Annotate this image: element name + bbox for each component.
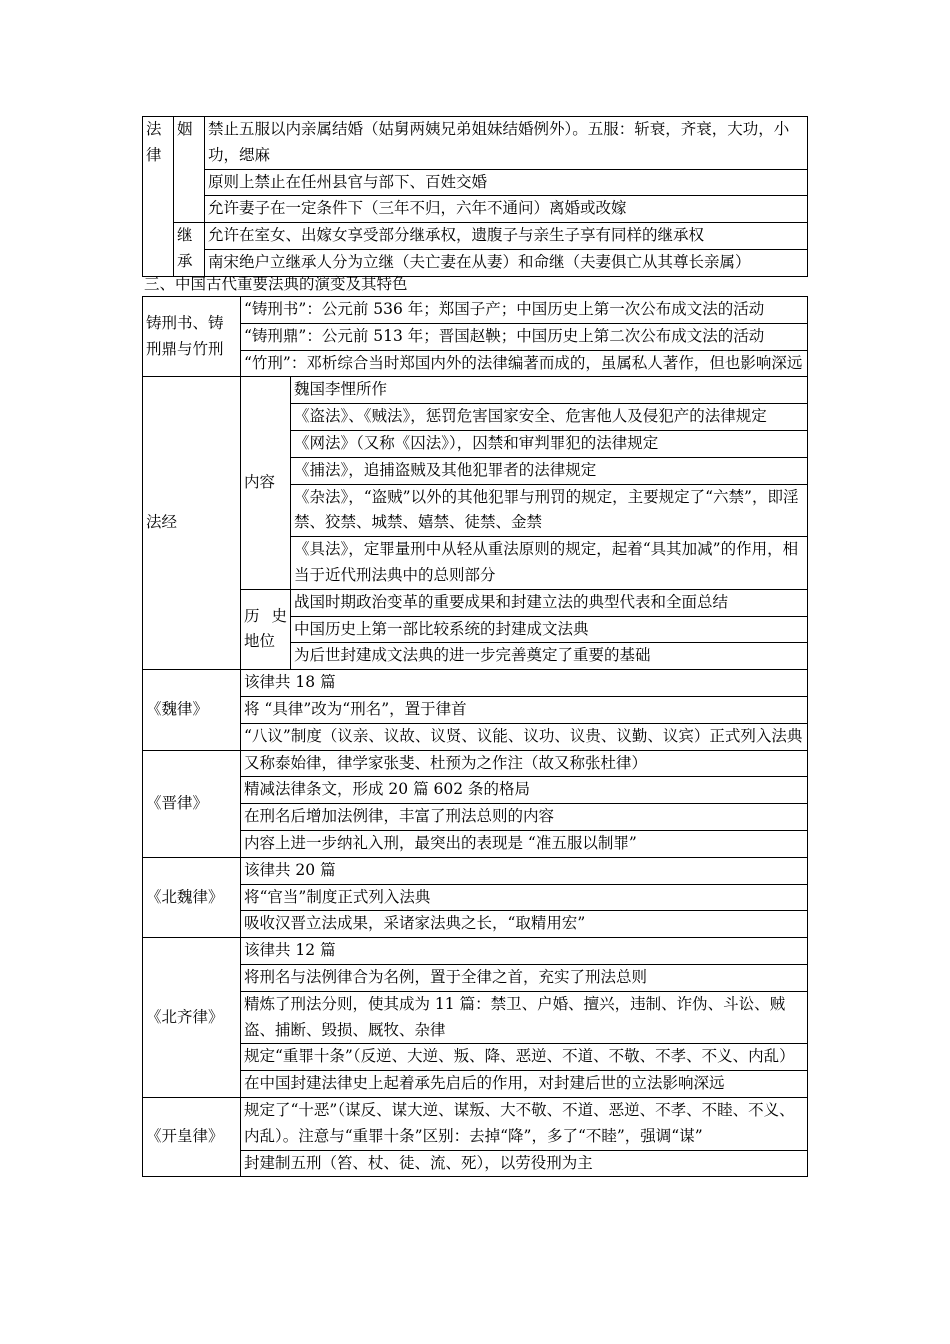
table-row (143, 589, 808, 616)
code-detail: 规定了“十恶”（谋反、谋大逆、谋叛、大不敬、不道、恶逆、不孝、不睦、不义、内乱）。注意与“重罪十条”区别：去掉“降”，多了“不睦”，强调“谋” (241, 1097, 808, 1150)
table-row (143, 1150, 808, 1177)
table-row (143, 223, 808, 250)
table-row (143, 696, 808, 723)
code-detail: 魏国李悝所作 (291, 377, 808, 404)
code-detail: 又称泰始律，律学家张斐、杜预为之作注（故又称张杜律） (241, 750, 808, 777)
code-detail: 将“官当”制度正式列入法典 (241, 884, 808, 911)
code-detail: 精炼了刑法分则，使其成为 11 篇：禁卫、户婚、擅兴，违制、诈伪、斗讼、贼盗、捕断、毁损、厩牧、杂律 (241, 991, 808, 1044)
section-heading: 三、中国古代重要法典的演变及其特色 (144, 275, 408, 293)
inheritance-rule: 南宋绝户立继承人分为立继（夫亡妻在从妻）和命继（夫妻俱亡从其尊长亲属） (205, 249, 808, 276)
code-detail: 《杂法》，“盗贼”以外的其他犯罪与刑罚的规定，主要规定了“六禁”，即淫禁、狡禁、城禁、嬉禁、徒禁、金禁 (291, 484, 808, 537)
table-row (143, 777, 808, 804)
code-name: 铸刑书、铸刑鼎与竹刑 (143, 297, 241, 377)
code-detail: “铸刑书”：公元前 536 年；郑国子产；中国历史上第一次公布成文法的活动 (241, 297, 808, 324)
code-name: 《北魏律》 (143, 857, 241, 937)
code-detail: 内容上进一步纳礼入刑，最突出的表现是 “准五服以制罪” (241, 830, 808, 857)
code-detail: 精减法律条文，形成 20 篇 602 条的格局 (241, 777, 808, 804)
table-row (143, 117, 808, 170)
code-name: 《开皇律》 (143, 1097, 241, 1176)
table-row (143, 991, 808, 1044)
code-detail: 将 “具律”改为“刑名”，置于律首 (241, 696, 808, 723)
code-detail: 《网法》（又称《囚法》），囚禁和审判罪犯的法律规定 (291, 430, 808, 457)
table-row (143, 1097, 808, 1150)
code-detail: 规定“重罪十条”（反逆、大逆、叛、降、恶逆、不道、不敬、不孝、不义、内乱） (241, 1044, 808, 1071)
code-detail: 封建制五刑（笞、杖、徒、流、死），以劳役刑为主 (241, 1150, 808, 1177)
code-detail: 中国历史上第一部比较系统的封建成文法典 (291, 616, 808, 643)
inheritance-rule: 允许在室女、出嫁女享受部分继承权，遗腹子与亲生子享有同样的继承权 (205, 223, 808, 250)
table-row (143, 1044, 808, 1071)
code-name: 《晋律》 (143, 750, 241, 857)
table-row (143, 938, 808, 965)
code-detail: 该律共 20 篇 (241, 857, 808, 884)
code-detail: “八议”制度（议亲、议故、议贤、议能、议功、议贵、议勤、议宾）正式列入法典 (241, 723, 808, 750)
table-row (143, 911, 808, 938)
table-row (143, 804, 808, 831)
code-detail: 战国时期政治变革的重要成果和封建立法的典型代表和全面总结 (291, 589, 808, 616)
marriage-label: 姻 (174, 117, 205, 223)
table-row (143, 377, 808, 404)
table-row (143, 723, 808, 750)
table-row (143, 196, 808, 223)
code-detail: 吸收汉晋立法成果，采诸家法典之长，“取精用宏” (241, 911, 808, 938)
code-name: 《魏律》 (143, 670, 241, 750)
code-detail: 《盗法》、《贼法》，惩罚危害国家安全、危害他人及侵犯产的法律规定 (291, 404, 808, 431)
table-row (143, 857, 808, 884)
code-detail: 在中国封建法律史上起着承先启后的作用，对封建后世的立法影响深远 (241, 1071, 808, 1098)
table-row (143, 750, 808, 777)
code-detail: 该律共 18 篇 (241, 670, 808, 697)
code-name: 《北齐律》 (143, 938, 241, 1098)
marriage-rule: 允许妻子在一定条件下（三年不归，六年不通问）离婚或改嫁 (205, 196, 808, 223)
family-law-table (142, 116, 808, 277)
table-row (143, 884, 808, 911)
code-detail: “竹刑”：邓析综合当时郑国内外的法律编著而成的，虽属私人著作，但也影响深远 (241, 350, 808, 377)
table-row (143, 830, 808, 857)
marriage-rule: 禁止五服以内亲属结婚（姑舅两姨兄弟姐妹结婚例外）。五服：斩衰，齐衰，大功，小功，缌麻 (205, 117, 808, 170)
code-detail: 该律共 12 篇 (241, 938, 808, 965)
table-row (143, 350, 808, 377)
table-row (143, 1071, 808, 1098)
code-detail: “铸刑鼎”：公元前 513 年；晋国赵鞅；中国历史上第二次公布成文法的活动 (241, 323, 808, 350)
code-detail: 《捕法》，追捕盗贼及其他犯罪者的法律规定 (291, 457, 808, 484)
inheritance-label: 继承 (174, 223, 205, 277)
code-detail: 将刑名与法例律合为名例，置于全律之首，充实了刑法总则 (241, 964, 808, 991)
table-row (143, 964, 808, 991)
legal-codes-table (142, 296, 808, 1177)
code-name: 法经 (143, 377, 241, 670)
code-detail: 《具法》，定罪量刑中从轻从重法原则的规定，起着“具其加减”的作用，相当于近代刑法典中的总则部分 (291, 537, 808, 590)
table-row (143, 670, 808, 697)
code-detail: 为后世封建成文法典的进一步完善奠定了重要的基础 (291, 643, 808, 670)
fajing-content-label: 内容 (241, 377, 291, 589)
table-row (143, 297, 808, 324)
table-row (143, 169, 808, 196)
section-cell-law: 法律 (143, 117, 174, 277)
fajing-history-label: 历 史 地位 (241, 589, 291, 669)
code-detail: 在刑名后增加法例律，丰富了刑法总则的内容 (241, 804, 808, 831)
marriage-rule: 原则上禁止在任州县官与部下、百姓交婚 (205, 169, 808, 196)
table-row (143, 323, 808, 350)
